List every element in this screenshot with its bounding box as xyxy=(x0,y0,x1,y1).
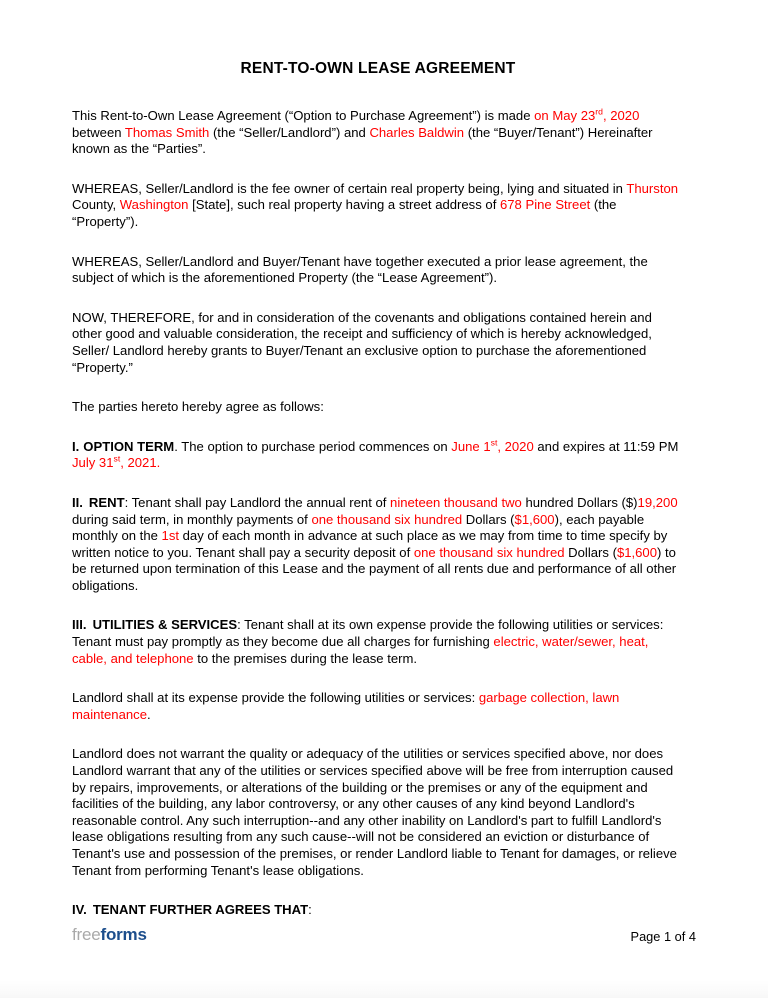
rent-due-day: 1st xyxy=(161,528,179,544)
landlord-utilities-text-2: . xyxy=(146,706,151,722)
agreement-date-year: , 2020 xyxy=(602,108,640,123)
page-footer xyxy=(72,925,696,955)
section-3-heading: UTILITIES & SERVICES xyxy=(92,617,238,633)
section-2-text-1: : Tenant shall pay Landlord the annual rent of xyxy=(124,494,391,510)
section-tenant-further-agrees xyxy=(72,902,684,919)
freeforms-logo xyxy=(72,925,147,945)
section-rent xyxy=(72,495,684,595)
section-1-text-2: and expires at 11:59 PM xyxy=(533,438,679,454)
section-2-number: II. xyxy=(72,494,83,510)
whereas-paragraph-2: WHEREAS, Seller/Landlord and Buyer/Tenant have together executed a prior lease agreement, the subject of which is the aforementioned Property (the “Lease Agreement”). xyxy=(72,253,648,286)
whereas1-text-3: [State], such real property having a street address of xyxy=(188,197,500,213)
buyer-tenant-name: Charles Baldwin xyxy=(369,124,465,140)
section-4-colon: : xyxy=(308,902,312,918)
section-2-text-3: during said term, in monthly payments of xyxy=(72,511,312,527)
annual-rent-amount: 19,200 xyxy=(637,494,678,510)
intro-text-2: between xyxy=(72,124,125,140)
section-3-text-1: : Tenant shall at its own expense provide the following utilities or services: Tenant must pay promptly as they become due all charges for furnishing xyxy=(72,617,664,650)
section-3-number: III. xyxy=(72,617,87,633)
section-1-number: I. xyxy=(72,438,80,454)
intro-paragraph xyxy=(72,108,684,158)
intro-text-4: (the “Buyer/Tenant”) Hereinafter known as the “Parties”. xyxy=(72,124,653,157)
whereas1-text-2: County, xyxy=(72,197,120,213)
section-3-text-2: to the premises during the lease term. xyxy=(193,650,418,666)
annual-rent-words: nineteen thousand two xyxy=(390,494,522,510)
section-utilities-services xyxy=(72,617,684,667)
property-county: Thurston xyxy=(626,180,679,196)
whereas1-text-4: (the “Property”). xyxy=(72,197,617,229)
section-2-text-7: Dollars ( xyxy=(564,544,617,560)
section-4-number: IV. xyxy=(72,902,87,918)
landlord-utilities-paragraph xyxy=(72,690,684,723)
monthly-rent-words: one thousand six hundred xyxy=(311,511,463,527)
landlord-utilities-list: garbage collection, lawn maintenance xyxy=(72,690,620,722)
section-2-text-4: Dollars ( xyxy=(462,511,515,527)
property-state: Washington xyxy=(119,197,189,213)
option-start-date: June 1 xyxy=(451,438,491,454)
page-title: RENT-TO-OWN LEASE AGREEMENT xyxy=(240,60,516,77)
tenant-utilities-list: electric, water/sewer, heat, cable, and telephone xyxy=(72,634,649,666)
option-start-date-ordinal: st xyxy=(490,437,498,448)
option-end-date-year: , 2021. xyxy=(120,455,161,471)
section-2-text-8: ) to be returned upon termination of this Lease and the payment of all rents due and performance of all other obligations. xyxy=(72,544,677,593)
section-2-text-5: ), each payable monthly on the xyxy=(72,511,645,544)
property-address: 678 Pine Street xyxy=(499,197,591,213)
section-option-term xyxy=(72,439,684,472)
intro-text-1: This Rent-to-Own Lease Agreement (“Option to Purchase Agreement”) is made xyxy=(72,108,535,123)
whereas-paragraph-1 xyxy=(72,181,684,231)
section-2-text-2: hundred Dollars ($) xyxy=(521,494,638,510)
logo-text-forms: forms xyxy=(100,925,147,944)
section-1-text-1: . The option to purchase period commences on xyxy=(174,438,452,454)
landlord-utilities-text-1: Landlord shall at its expense provide the following utilities or services: xyxy=(72,690,479,706)
page-number: Page 1 of 4 xyxy=(630,929,696,944)
seller-landlord-name: Thomas Smith xyxy=(124,124,210,140)
document-body xyxy=(72,0,684,919)
whereas1-text-1: WHEREAS, Seller/Landlord is the fee owner of certain real property being, lying and situated in xyxy=(72,180,627,196)
agreement-date: on May 23 xyxy=(534,108,596,123)
agreement-date-ordinal: rd xyxy=(595,106,603,117)
section-1-heading: OPTION TERM xyxy=(83,438,175,454)
security-deposit-words: one thousand six hundred xyxy=(413,544,565,560)
option-end-date-ordinal: st xyxy=(113,453,121,464)
page-bottom-edge xyxy=(0,980,768,998)
option-start-date-year: , 2020 xyxy=(497,438,534,454)
section-2-text-6: day of each month in advance at such place as we may from time to time specify by written notice to you. Tenant shall pay a security deposit of xyxy=(72,528,668,560)
section-4-heading: TENANT FURTHER AGREES THAT xyxy=(92,902,309,918)
utilities-disclaimer-paragraph: Landlord does not warrant the quality or adequacy of the utilities or services specified above, nor does Landlord warrant that any of the utilities or services specified above will be free from interruption caused by repairs, improvements, or alterations of the building or the premises or any of the equipment and facilities of the building, any labor controversy, or any other causes of any kind beyond Landlord's reasonable control. Any such interruption--and any other inability on Landlord's part to fulfill Landlord's lease obligations resulting from any such cause--will not be considered an eviction or disturbance of Tenant's use and possession of the premises, or render Landlord liable to Tenant for damages, or relieve Tenant from performing Tenant's lease obligations. xyxy=(72,746,677,878)
intro-text-3: (the “Seller/Landlord”) and xyxy=(209,124,370,140)
section-2-heading: RENT xyxy=(88,494,125,510)
monthly-rent-amount: $1,600 xyxy=(514,511,555,527)
option-end-date: July 31 xyxy=(72,455,114,471)
now-therefore-paragraph: NOW, THEREFORE, for and in consideration of the covenants and obligations contained herein and other good and valuable consideration, the receipt and sufficiency of which is hereby acknowledged, Seller/ Landlord hereby grants to Buyer/Tenant an exclusive option to purchase the aforementioned “Property.” xyxy=(72,309,652,375)
security-deposit-amount: $1,600 xyxy=(616,544,657,560)
agree-as-follows-line: The parties hereto hereby agree as follows: xyxy=(72,399,324,415)
logo-text-free: free xyxy=(72,925,101,944)
